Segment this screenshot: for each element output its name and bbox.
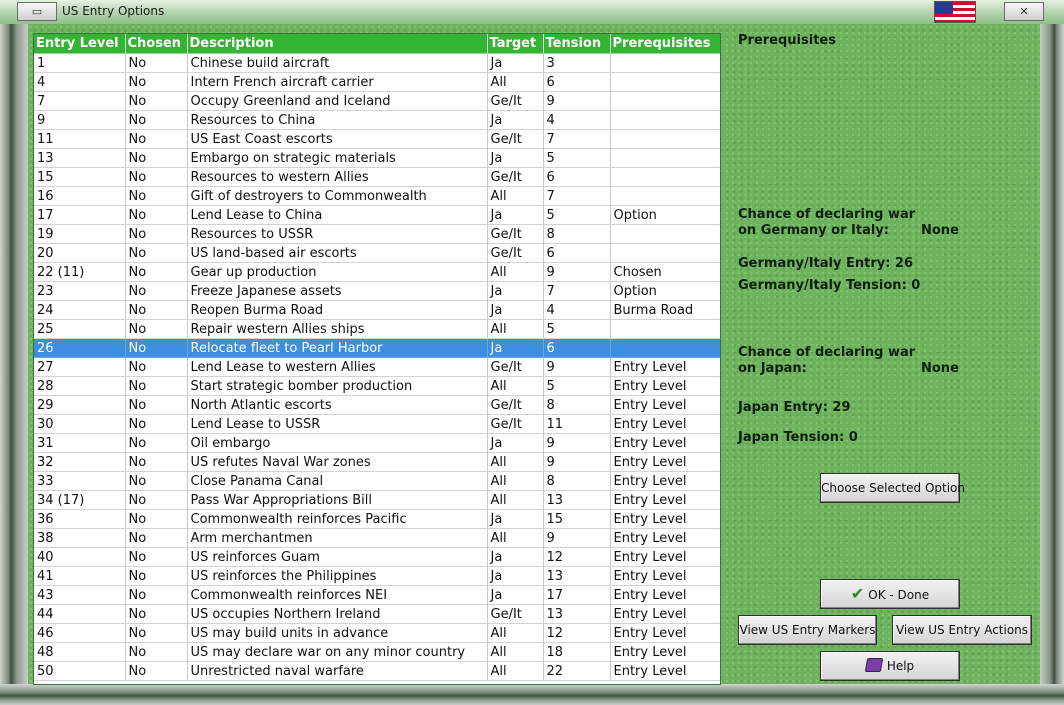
cell-prerequisites: Entry Level: [610, 643, 720, 662]
cell-tension: 18: [543, 643, 610, 662]
cell-description: Unrestricted naval warfare: [187, 662, 487, 681]
cell-description: Gear up production: [187, 263, 487, 282]
cell-chosen: No: [125, 168, 187, 187]
cell-entry-level: 38: [34, 529, 125, 548]
cell-chosen: No: [125, 358, 187, 377]
germany-tension: Germany/Italy Tension: 0: [738, 278, 921, 293]
cell-prerequisites: Entry Level: [610, 358, 720, 377]
col-prerequisites[interactable]: Prerequisites: [610, 34, 720, 54]
cell-target: Ge/It: [487, 605, 543, 624]
cell-chosen: No: [125, 339, 187, 358]
cell-tension: 15: [543, 510, 610, 529]
cell-target: All: [487, 472, 543, 491]
table-row[interactable]: [34, 510, 720, 529]
window-title: US Entry Options: [62, 4, 165, 18]
cell-tension: 9: [543, 529, 610, 548]
cell-target: All: [487, 662, 543, 681]
cell-description: Chinese build aircraft: [187, 54, 487, 73]
cell-target: Ge/It: [487, 130, 543, 149]
col-entry-level[interactable]: Entry Level: [34, 34, 125, 54]
table-row[interactable]: [34, 472, 720, 491]
cell-description: Close Panama Canal: [187, 472, 487, 491]
cell-chosen: No: [125, 377, 187, 396]
cell-prerequisites: Entry Level: [610, 472, 720, 491]
cell-entry-level: 26: [34, 339, 125, 358]
table-row[interactable]: [34, 662, 720, 681]
cell-chosen: No: [125, 130, 187, 149]
table-row[interactable]: [34, 301, 720, 320]
cell-prerequisites: [610, 225, 720, 244]
cell-prerequisites: Entry Level: [610, 510, 720, 529]
cell-description: Freeze Japanese assets: [187, 282, 487, 301]
table-row[interactable]: [34, 605, 720, 624]
cell-prerequisites: [610, 73, 720, 92]
japan-chance-label: [738, 345, 915, 377]
germany-entry: Germany/Italy Entry: 26: [738, 256, 914, 271]
cell-entry-level: 17: [34, 206, 125, 225]
cell-tension: 12: [543, 624, 610, 643]
japan-tension: Japan Tension: 0: [738, 430, 858, 445]
cell-prerequisites: [610, 320, 720, 339]
cell-description: Resources to USSR: [187, 225, 487, 244]
cell-prerequisites: Option: [610, 206, 720, 225]
germany-chance-value: None: [921, 223, 959, 238]
cell-prerequisites: Entry Level: [610, 434, 720, 453]
cell-chosen: No: [125, 472, 187, 491]
cell-target: Ja: [487, 282, 543, 301]
cell-description: Start strategic bomber production: [187, 377, 487, 396]
cell-target: Ja: [487, 339, 543, 358]
cell-target: All: [487, 73, 543, 92]
cell-tension: 9: [543, 92, 610, 111]
cell-tension: 5: [543, 206, 610, 225]
cell-entry-level: 22 (11): [34, 263, 125, 282]
cell-entry-level: 7: [34, 92, 125, 111]
cell-description: Repair western Allies ships: [187, 320, 487, 339]
col-target[interactable]: Target: [487, 34, 543, 54]
cell-target: All: [487, 529, 543, 548]
cell-prerequisites: Entry Level: [610, 624, 720, 643]
choose-selected-option-button[interactable]: [820, 473, 965, 503]
cell-description: US reinforces the Philippines: [187, 567, 487, 586]
cell-tension: 17: [543, 586, 610, 605]
cell-target: Ja: [487, 434, 543, 453]
cell-description: Gift of destroyers to Commonwealth: [187, 187, 487, 206]
cell-chosen: No: [125, 92, 187, 111]
cell-target: Ge/It: [487, 396, 543, 415]
cell-prerequisites: Entry Level: [610, 377, 720, 396]
table-row[interactable]: [34, 187, 720, 206]
entry-options-table: [33, 33, 721, 685]
cell-description: Commonwealth reinforces Pacific: [187, 510, 487, 529]
cell-target: Ja: [487, 548, 543, 567]
cell-description: US may build units in advance: [187, 624, 487, 643]
cell-entry-level: 13: [34, 149, 125, 168]
cell-target: Ge/It: [487, 415, 543, 434]
cell-prerequisites: Entry Level: [610, 567, 720, 586]
cell-entry-level: 32: [34, 453, 125, 472]
frame-right: [1040, 24, 1064, 684]
cell-target: Ge/It: [487, 358, 543, 377]
cell-description: Commonwealth reinforces NEI: [187, 586, 487, 605]
cell-chosen: No: [125, 244, 187, 263]
cell-tension: 11: [543, 415, 610, 434]
table-row[interactable]: [34, 244, 720, 263]
japan-chance-line2: on Japan:: [738, 361, 807, 376]
cell-description: Embargo on strategic materials: [187, 149, 487, 168]
cell-chosen: No: [125, 149, 187, 168]
cell-description: Intern French aircraft carrier: [187, 73, 487, 92]
cell-chosen: No: [125, 54, 187, 73]
cell-target: Ja: [487, 149, 543, 168]
table-row[interactable]: [34, 73, 720, 92]
cell-tension: 6: [543, 339, 610, 358]
cell-prerequisites: Entry Level: [610, 548, 720, 567]
cell-description: Resources to western Allies: [187, 168, 487, 187]
cell-target: All: [487, 643, 543, 662]
cell-tension: 13: [543, 567, 610, 586]
cell-entry-level: 50: [34, 662, 125, 681]
cell-target: Ge/It: [487, 92, 543, 111]
cell-target: Ja: [487, 510, 543, 529]
cell-entry-level: 36: [34, 510, 125, 529]
col-description[interactable]: Description: [187, 34, 487, 54]
table-row[interactable]: [34, 529, 720, 548]
cell-tension: 13: [543, 605, 610, 624]
cell-entry-level: 43: [34, 586, 125, 605]
table-row[interactable]: [34, 548, 720, 567]
cell-chosen: No: [125, 624, 187, 643]
table-row[interactable]: [34, 586, 720, 605]
cell-prerequisites: Entry Level: [610, 662, 720, 681]
col-chosen[interactable]: Chosen: [125, 34, 187, 54]
cell-chosen: No: [125, 320, 187, 339]
cell-description: Occupy Greenland and Iceland: [187, 92, 487, 111]
cell-prerequisites: Option: [610, 282, 720, 301]
cell-chosen: No: [125, 605, 187, 624]
cell-entry-level: 11: [34, 130, 125, 149]
cell-prerequisites: Chosen: [610, 263, 720, 282]
cell-tension: 9: [543, 453, 610, 472]
ok-done-button[interactable]: [820, 579, 960, 609]
cell-entry-level: 27: [34, 358, 125, 377]
germany-chance-line1: Chance of declaring war: [738, 207, 916, 222]
cell-chosen: No: [125, 491, 187, 510]
view-us-entry-markers-button[interactable]: [738, 615, 877, 645]
cell-tension: 5: [543, 377, 610, 396]
cell-entry-level: 29: [34, 396, 125, 415]
cell-prerequisites: Entry Level: [610, 453, 720, 472]
japan-entry: Japan Entry: 29: [738, 400, 851, 415]
table-row[interactable]: [34, 377, 720, 396]
table-row[interactable]: [34, 263, 720, 282]
cell-chosen: No: [125, 643, 187, 662]
cell-chosen: No: [125, 529, 187, 548]
cell-tension: 6: [543, 73, 610, 92]
table-row[interactable]: [34, 206, 720, 225]
cell-chosen: No: [125, 225, 187, 244]
cell-entry-level: 40: [34, 548, 125, 567]
table-row[interactable]: [34, 453, 720, 472]
cell-chosen: No: [125, 415, 187, 434]
cell-prerequisites: Burma Road: [610, 301, 720, 320]
cell-tension: 13: [543, 491, 610, 510]
cell-chosen: No: [125, 111, 187, 130]
markers-button-label: View US Entry Markers: [739, 623, 876, 637]
cell-entry-level: 33: [34, 472, 125, 491]
cell-entry-level: 48: [34, 643, 125, 662]
cell-target: Ja: [487, 206, 543, 225]
cell-chosen: No: [125, 396, 187, 415]
cell-entry-level: 25: [34, 320, 125, 339]
cell-description: Resources to China: [187, 111, 487, 130]
cell-description: Lend Lease to China: [187, 206, 487, 225]
cell-chosen: No: [125, 434, 187, 453]
cell-prerequisites: [610, 244, 720, 263]
table-row[interactable]: [34, 643, 720, 662]
cell-prerequisites: Entry Level: [610, 605, 720, 624]
cell-tension: 8: [543, 472, 610, 491]
table-row[interactable]: [34, 149, 720, 168]
cell-entry-level: 15: [34, 168, 125, 187]
cell-chosen: No: [125, 263, 187, 282]
table-row[interactable]: [34, 92, 720, 111]
germany-chance-line2: on Germany or Italy:: [738, 223, 890, 238]
cell-target: Ja: [487, 301, 543, 320]
table-row[interactable]: [34, 54, 720, 73]
cell-tension: 9: [543, 358, 610, 377]
cell-chosen: No: [125, 187, 187, 206]
cell-target: All: [487, 624, 543, 643]
cell-entry-level: 24: [34, 301, 125, 320]
cell-target: All: [487, 263, 543, 282]
germany-chance-label: [738, 207, 915, 239]
table-row[interactable]: [34, 491, 720, 510]
cell-prerequisites: Entry Level: [610, 586, 720, 605]
cell-prerequisites: [610, 54, 720, 73]
cell-prerequisites: [610, 111, 720, 130]
cell-entry-level: 1: [34, 54, 125, 73]
cell-entry-level: 20: [34, 244, 125, 263]
table-row[interactable]: [34, 339, 720, 358]
checkmark-icon: ✔: [850, 584, 865, 603]
cell-description: US occupies Northern Ireland: [187, 605, 487, 624]
help-button[interactable]: [820, 651, 960, 681]
cell-description: Reopen Burma Road: [187, 301, 487, 320]
cell-target: All: [487, 187, 543, 206]
table-row[interactable]: [34, 396, 720, 415]
cell-entry-level: 9: [34, 111, 125, 130]
cell-chosen: No: [125, 282, 187, 301]
close-button[interactable]: ✕: [1004, 2, 1044, 21]
cell-prerequisites: Entry Level: [610, 396, 720, 415]
cell-description: Oil embargo: [187, 434, 487, 453]
cell-chosen: No: [125, 567, 187, 586]
help-button-label: Help: [886, 659, 915, 673]
cell-tension: 8: [543, 396, 610, 415]
cell-target: All: [487, 453, 543, 472]
cell-prerequisites: Entry Level: [610, 491, 720, 510]
cell-prerequisites: [610, 168, 720, 187]
cell-target: Ja: [487, 111, 543, 130]
cell-entry-level: 31: [34, 434, 125, 453]
cell-tension: 8: [543, 225, 610, 244]
help-book-icon: [865, 658, 883, 672]
table-row[interactable]: [34, 415, 720, 434]
cell-prerequisites: Entry Level: [610, 415, 720, 434]
cell-description: North Atlantic escorts: [187, 396, 487, 415]
cell-tension: 6: [543, 168, 610, 187]
frame-bottom: [0, 684, 1064, 705]
cell-description: US refutes Naval War zones: [187, 453, 487, 472]
cell-target: Ge/It: [487, 168, 543, 187]
table-row[interactable]: [34, 111, 720, 130]
cell-tension: 7: [543, 130, 610, 149]
col-tension[interactable]: Tension: [543, 34, 610, 54]
cell-target: Ja: [487, 567, 543, 586]
cell-description: US land-based air escorts: [187, 244, 487, 263]
actions-button-label: View US Entry Actions: [895, 623, 1029, 637]
cell-target: Ja: [487, 54, 543, 73]
cell-chosen: No: [125, 73, 187, 92]
cell-description: Lend Lease to USSR: [187, 415, 487, 434]
cell-tension: 3: [543, 54, 610, 73]
table-row[interactable]: [34, 624, 720, 643]
cell-tension: 9: [543, 434, 610, 453]
cell-tension: 7: [543, 282, 610, 301]
cell-tension: 12: [543, 548, 610, 567]
cell-entry-level: 41: [34, 567, 125, 586]
cell-chosen: No: [125, 206, 187, 225]
cell-entry-level: 28: [34, 377, 125, 396]
cell-tension: 5: [543, 149, 610, 168]
cell-entry-level: 19: [34, 225, 125, 244]
table-header-row: [34, 34, 720, 54]
frame-left: [0, 24, 28, 684]
cell-tension: 6: [543, 244, 610, 263]
cell-prerequisites: [610, 92, 720, 111]
cell-target: All: [487, 320, 543, 339]
table-row[interactable]: [34, 358, 720, 377]
cell-chosen: No: [125, 548, 187, 567]
cell-tension: 9: [543, 263, 610, 282]
cell-target: Ge/It: [487, 244, 543, 263]
cell-prerequisites: Entry Level: [610, 529, 720, 548]
table-row[interactable]: [34, 282, 720, 301]
cell-entry-level: 16: [34, 187, 125, 206]
cell-chosen: No: [125, 510, 187, 529]
cell-target: All: [487, 377, 543, 396]
cell-entry-level: 46: [34, 624, 125, 643]
cell-target: Ja: [487, 586, 543, 605]
table-row[interactable]: [34, 320, 720, 339]
title-bar: [0, 0, 1064, 25]
cell-chosen: No: [125, 586, 187, 605]
cell-entry-level: 44: [34, 605, 125, 624]
cell-description: US East Coast escorts: [187, 130, 487, 149]
ok-button-label: OK - Done: [868, 588, 930, 602]
view-us-entry-actions-button[interactable]: [892, 615, 1032, 645]
us-flag-icon: [934, 1, 976, 23]
cell-chosen: No: [125, 662, 187, 681]
table-row[interactable]: [34, 168, 720, 187]
cell-target: Ge/It: [487, 225, 543, 244]
cell-tension: 22: [543, 662, 610, 681]
japan-chance-line1: Chance of declaring war: [738, 345, 916, 360]
cell-description: Lend Lease to western Allies: [187, 358, 487, 377]
cell-tension: 7: [543, 187, 610, 206]
cell-tension: 5: [543, 320, 610, 339]
prerequisites-heading: Prerequisites: [738, 33, 836, 48]
table-row[interactable]: [34, 225, 720, 244]
cell-entry-level: 23: [34, 282, 125, 301]
cell-prerequisites: [610, 187, 720, 206]
table-row[interactable]: [34, 434, 720, 453]
cell-prerequisites: [610, 339, 720, 358]
cell-target: All: [487, 491, 543, 510]
cell-entry-level: 34 (17): [34, 491, 125, 510]
cell-description: US may declare war on any minor country: [187, 643, 487, 662]
cell-entry-level: 4: [34, 73, 125, 92]
cell-tension: 4: [543, 111, 610, 130]
cell-chosen: No: [125, 301, 187, 320]
table-row[interactable]: [34, 567, 720, 586]
cell-prerequisites: [610, 130, 720, 149]
cell-prerequisites: [610, 149, 720, 168]
cell-tension: 4: [543, 301, 610, 320]
choose-button-label: Choose Selected Option: [821, 481, 965, 495]
cell-description: Pass War Appropriations Bill: [187, 491, 487, 510]
table-row[interactable]: [34, 130, 720, 149]
cell-description: US reinforces Guam: [187, 548, 487, 567]
cell-entry-level: 30: [34, 415, 125, 434]
cell-description: Arm merchantmen: [187, 529, 487, 548]
japan-chance-value: None: [921, 361, 959, 376]
minimize-button[interactable]: ▭: [17, 2, 57, 21]
cell-chosen: No: [125, 453, 187, 472]
cell-description: Relocate fleet to Pearl Harbor: [187, 339, 487, 358]
